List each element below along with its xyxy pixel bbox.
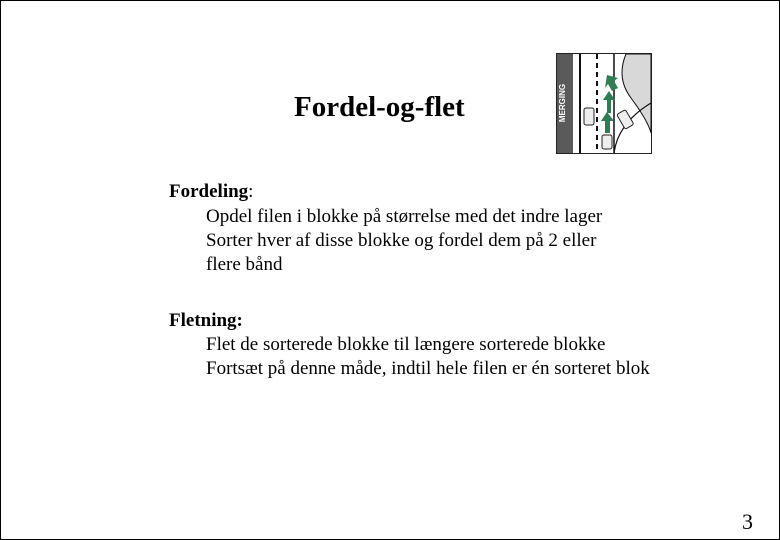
section-heading-label: Fletning: <box>169 310 243 331</box>
section-heading-fletning <box>169 310 243 332</box>
page-number: 3 <box>742 509 753 534</box>
section-heading-suffix: : <box>248 181 254 202</box>
body-line: Flet de sorterede blokke til længere sorterede blokke <box>206 334 606 355</box>
merging-road-sign-icon <box>556 53 652 154</box>
slide-title: Fordel-og-flet <box>294 91 465 123</box>
body-line: Fortsæt på denne måde, indtil hele filen er én sorteret blok <box>206 358 650 379</box>
section-heading-fordeling <box>169 181 253 203</box>
body-line: Sorter hver af disse blokke og fordel dem på 2 eller <box>206 230 597 251</box>
body-line: flere bånd <box>206 254 283 275</box>
section-heading-label: Fordeling <box>169 181 249 202</box>
body-line: Opdel filen i blokke på størrelse med det indre lager <box>206 206 603 227</box>
sign-text: MERGING <box>558 83 567 123</box>
